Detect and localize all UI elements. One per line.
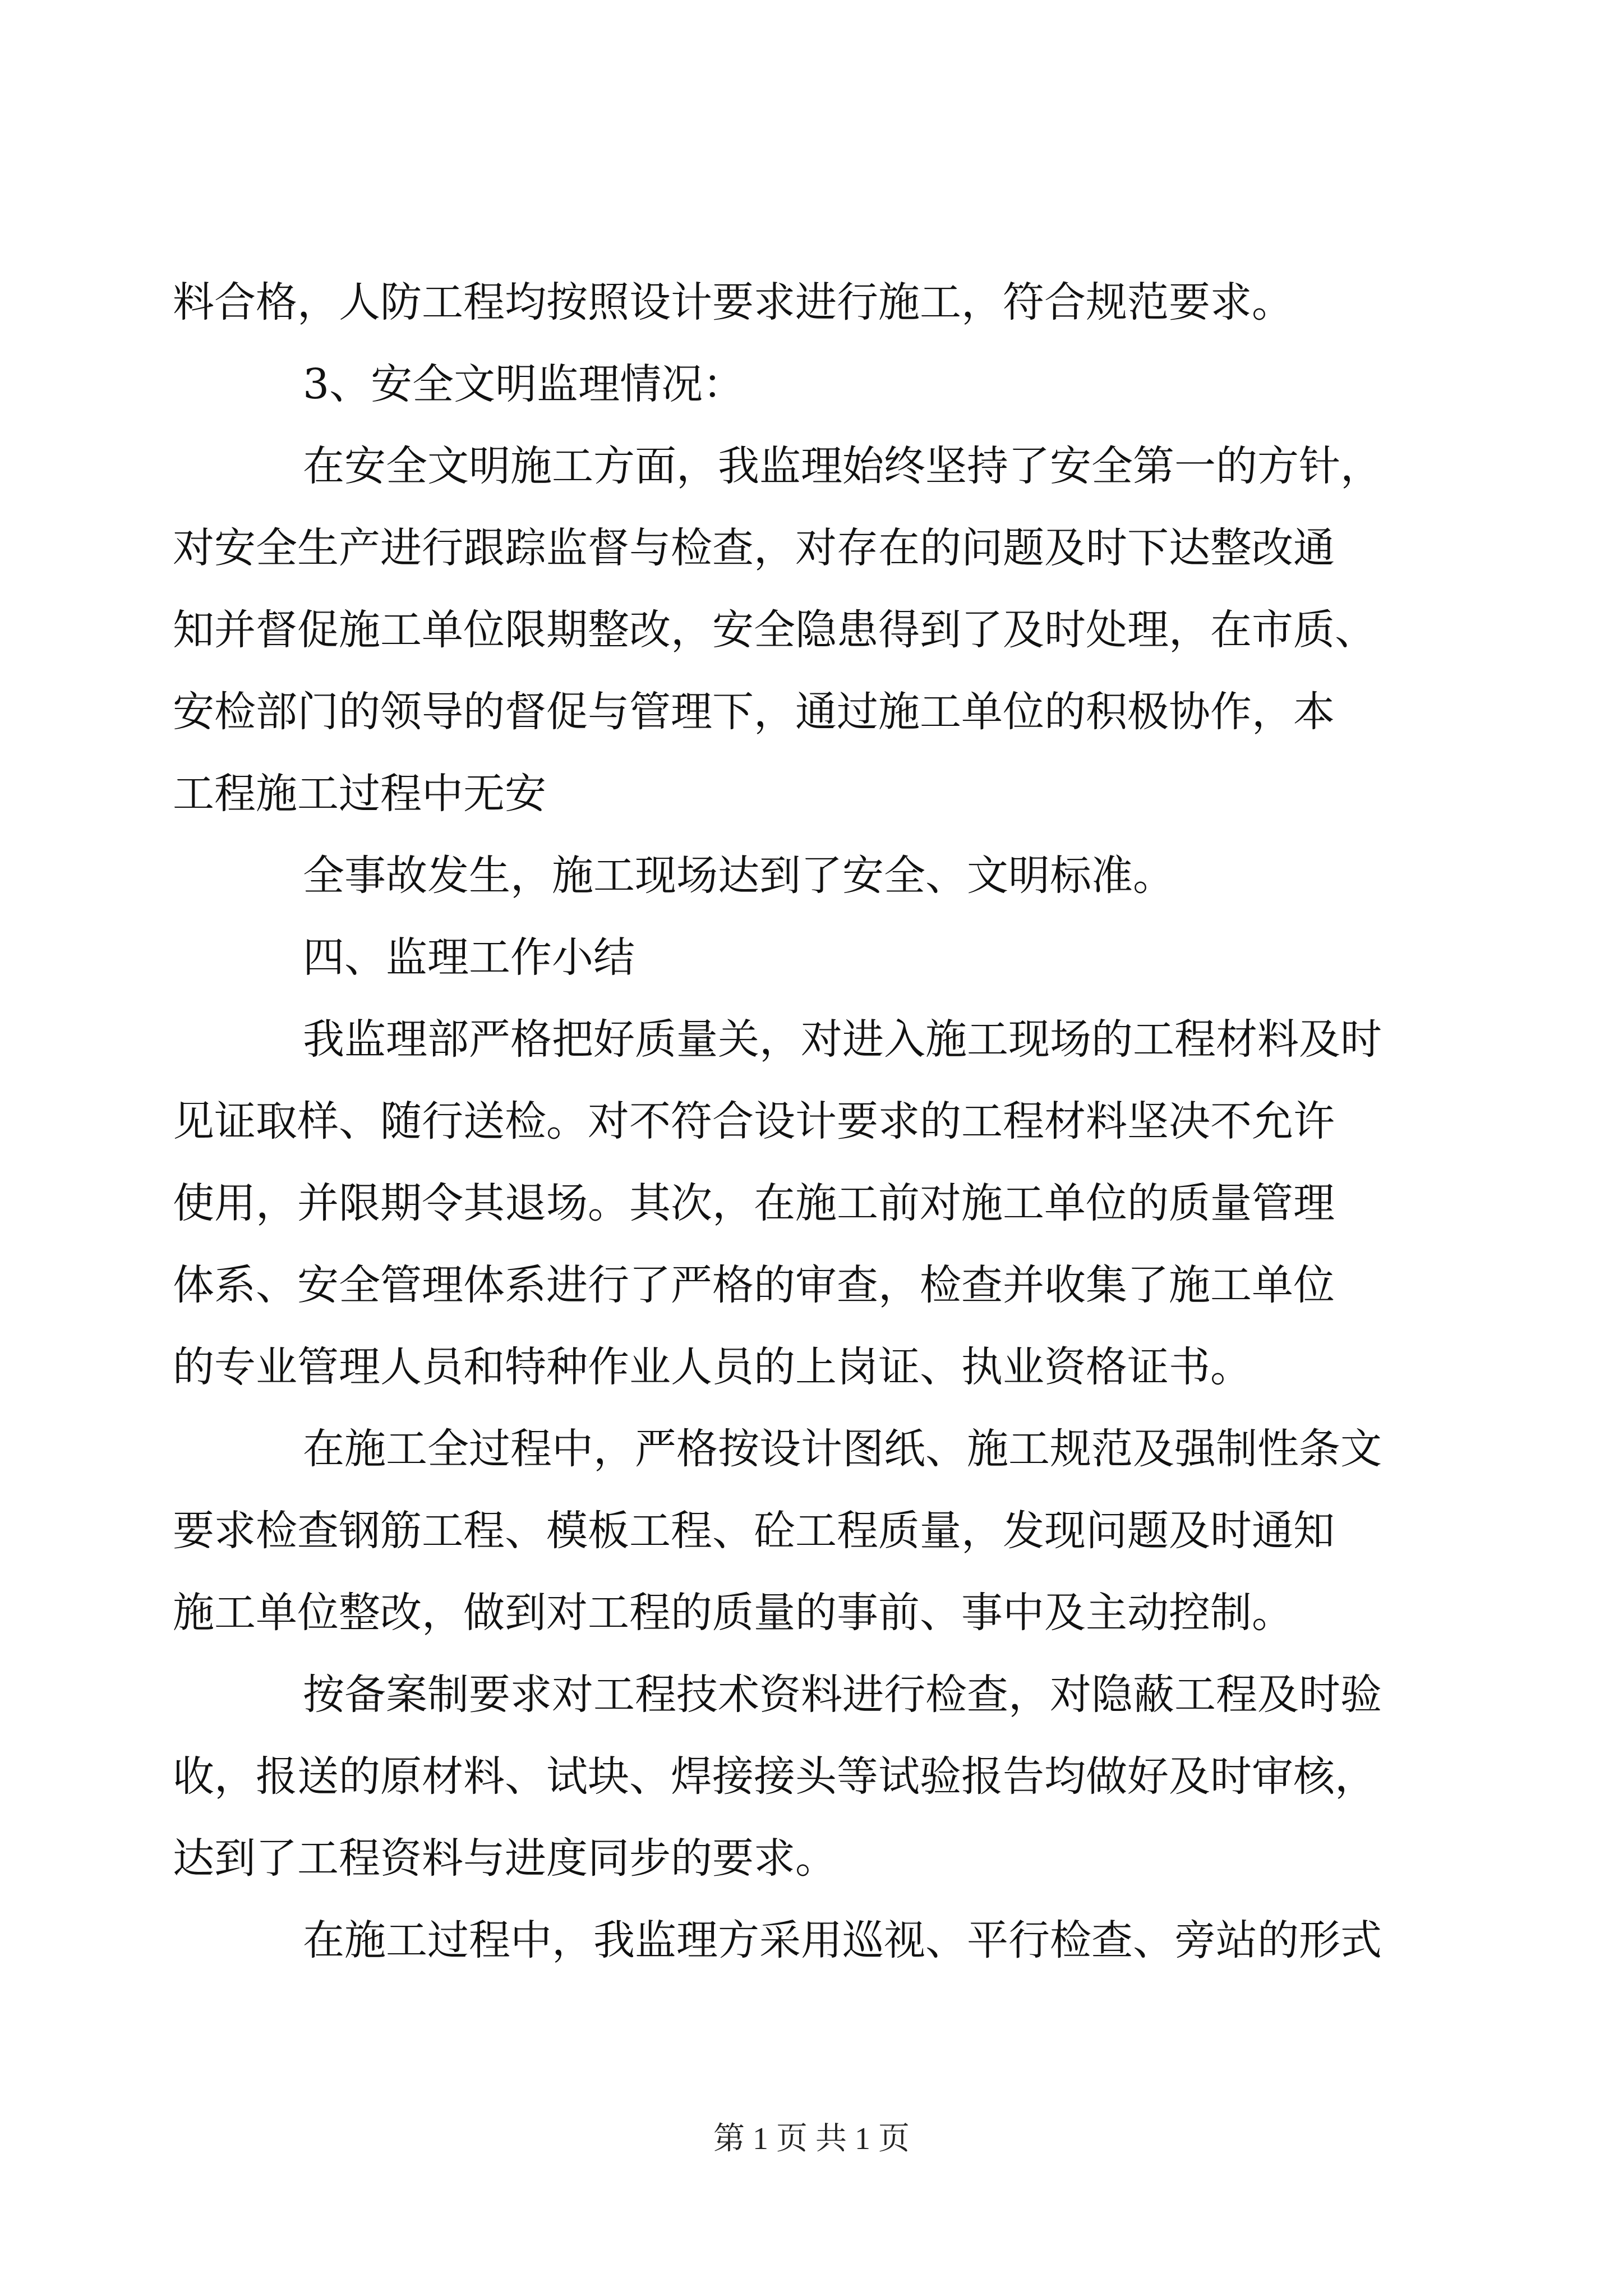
text-line: 在施工过程中，我监理方采用巡视、平行检查、旁站的形式 (303, 1916, 1382, 1964)
text-line: 体系、安全管理体系进行了严格的审查，检查并收集了施工单位 (173, 1261, 1335, 1309)
text-line: 使用，并限期令其退场。其次，在施工前对施工单位的质量管理 (173, 1179, 1335, 1227)
text-line: 全事故发生，施工现场达到了安全、文明标准。 (303, 852, 1174, 900)
page-footer: 第 1 页 共 1 页 (713, 2122, 910, 2156)
text-line: 的专业管理人员和特种作业人员的上岗证、执业资格证书。 (173, 1343, 1252, 1391)
text-line: 我监理部严格把好质量关，对进入施工现场的工程材料及时 (303, 1015, 1382, 1064)
text-line: 要求检查钢筋工程、模板工程、砼工程质量，发现问题及时通知 (173, 1507, 1335, 1555)
text-line: 对安全生产进行跟踪监督与检查，对存在的问题及时下达整改通 (173, 524, 1335, 572)
section-heading: 四、监理工作小结 (303, 933, 635, 982)
text-line: 工程施工过程中无安 (173, 770, 546, 818)
text-line: 安检部门的领导的督促与管理下，通过施工单位的积极协作，本 (173, 688, 1335, 736)
text-line: 达到了工程资料与进度同步的要求。 (173, 1834, 837, 1883)
text-line: 知并督促施工单位限期整改，安全隐患得到了及时处理，在市质、 (173, 606, 1376, 654)
text-line: 在施工全过程中，严格按设计图纸、施工规范及强制性条文 (303, 1425, 1382, 1473)
text-line: 料合格，人防工程均按照设计要求进行施工，符合规范要求。 (173, 278, 1293, 326)
text-line: 3、安全文明监理情况： (303, 360, 745, 408)
text-line: 施工单位整改，做到对工程的质量的事前、事中及主动控制。 (173, 1589, 1293, 1637)
text-line: 按备案制要求对工程技术资料进行检查，对隐蔽工程及时验 (303, 1671, 1382, 1719)
text-line: 见证取样、随行送检。对不符合设计要求的工程材料坚决不允许 (173, 1097, 1335, 1145)
text-line: 在安全文明施工方面，我监理始终坚持了安全第一的方针， (303, 442, 1382, 490)
text-line: 收，报送的原材料、试块、焊接接头等试验报告均做好及时审核， (173, 1752, 1376, 1801)
